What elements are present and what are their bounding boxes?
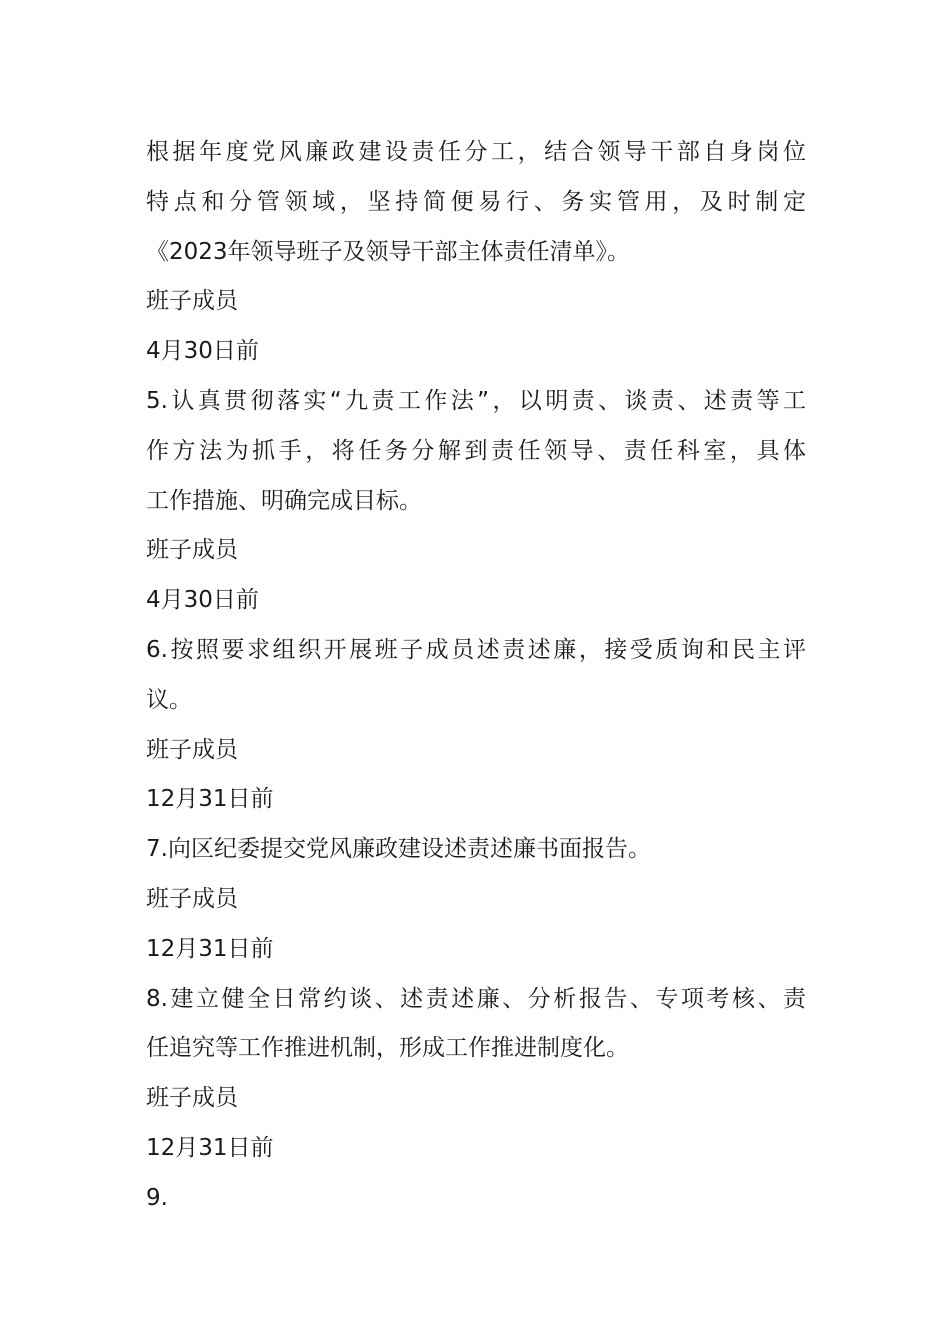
- text-line: 《2023年领导班子及领导干部主体责任清单》。: [146, 238, 631, 265]
- text-line: 7.向区纪委提交党风廉政建设述责述廉书面报告。: [146, 836, 651, 863]
- responsible-party: 班子成员: [146, 288, 238, 315]
- text-line: 根据年度党风廉政建设责任分工，结合领导干部自身岗位: [146, 139, 806, 165]
- text-line: 作方法为抓手，将任务分解到责任领导、责任科室，具体: [146, 437, 806, 464]
- text-line: 6.按照要求组织开展班子成员述责述廉，接受质询和民主评: [146, 636, 806, 663]
- text-line: 工作措施、明确完成目标。: [146, 487, 422, 514]
- deadline: 4月30日前: [146, 338, 259, 365]
- deadline: 12月31日前: [146, 1134, 274, 1161]
- text-line: 议。: [146, 686, 192, 713]
- text-line: 5.认真贯彻落实“九责工作法”，以明责、谈责、述责等工: [146, 387, 806, 414]
- responsible-party: 班子成员: [146, 885, 238, 912]
- deadline: 12月31日前: [146, 935, 274, 962]
- responsible-party: 班子成员: [146, 736, 238, 763]
- responsible-party: 班子成员: [146, 537, 238, 564]
- responsible-party: 班子成员: [146, 1085, 238, 1112]
- text-line: 9.: [146, 1184, 168, 1211]
- document-body: [146, 128, 806, 1224]
- deadline: 12月31日前: [146, 786, 274, 813]
- deadline: 4月30日前: [146, 587, 259, 614]
- text-line: 任追究等工作推进机制，形成工作推进制度化。: [146, 1035, 629, 1062]
- text-line: 8.建立健全日常约谈、述责述廉、分析报告、专项考核、责: [146, 985, 806, 1012]
- text-line: 特点和分管领域，坚持简便易行、务实管用，及时制定: [146, 188, 806, 215]
